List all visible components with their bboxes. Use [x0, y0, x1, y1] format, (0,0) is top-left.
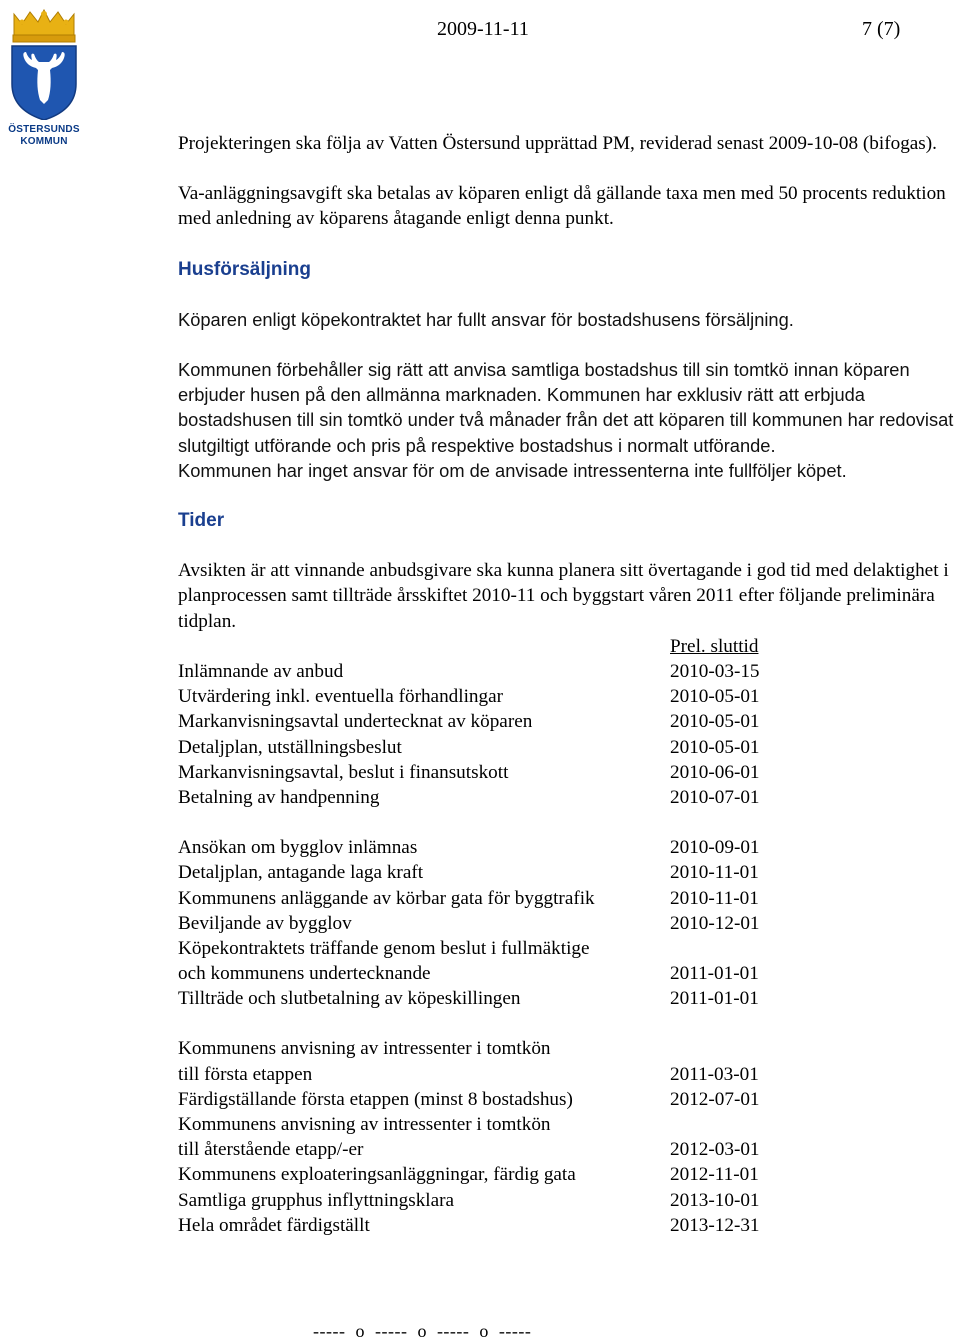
row-date: 2010-11-01: [670, 887, 759, 909]
row-date: 2013-10-01: [670, 1189, 760, 1211]
row-label: Samtliga grupphus inflyttningsklara: [178, 1189, 455, 1211]
paragraph-inget-ansvar: Kommunen har inget ansvar för om de anvisade intressenterna inte fullföljer köpet.: [178, 459, 847, 481]
schedule-group-1: [178, 659, 958, 810]
table-row: [178, 684, 958, 709]
paragraph-va-avgift: Va-anläggningsavgift ska betalas av köparen enligt då gällande taxa men med 50 procents reduktion med anledning av köparens åtagande enligt denna punkt.: [178, 183, 946, 230]
table-row: [178, 709, 958, 734]
table-row: [178, 785, 958, 810]
row-date: 2010-06-01: [670, 761, 760, 783]
paragraph-ansvar: Köparen enligt köpekontraktet har fullt ansvar för bostadshusens försäljning.: [178, 308, 794, 330]
table-row: [178, 1036, 958, 1061]
logo-text-line1: ÖSTERSUNDS: [8, 124, 80, 135]
table-row: [178, 1087, 958, 1112]
table-row: [178, 1213, 958, 1238]
row-label: Ansökan om bygglov inlämnas: [178, 837, 418, 859]
row-label: Kommunens anvisning av intressenter i tomtkön: [178, 1038, 551, 1060]
row-date: 2012-11-01: [670, 1164, 759, 1186]
row-label: Beviljande av bygglov: [178, 912, 352, 934]
row-label: Kommunens anvisning av intressenter i tomtkön: [178, 1114, 551, 1136]
row-date: 2010-05-01: [670, 736, 760, 758]
row-date: 2010-12-01: [670, 912, 760, 934]
table-row: [178, 986, 958, 1011]
row-label: Detaljplan, utställningsbeslut: [178, 736, 402, 758]
table-row: [178, 860, 958, 885]
row-label: Inlämnande av anbud: [178, 661, 344, 683]
row-date: 2011-01-01: [670, 963, 759, 985]
row-date: 2010-09-01: [670, 837, 760, 859]
schedule-header-row: [178, 634, 958, 659]
row-label: till första etappen: [178, 1063, 313, 1085]
table-row: [178, 735, 958, 760]
row-label: Tillträde och slutbetalning av köpeskillingen: [178, 988, 521, 1010]
table-row: [178, 911, 958, 936]
coat-of-arms-icon: [6, 8, 82, 120]
row-label: Markanvisningsavtal undertecknat av köparen: [178, 711, 533, 733]
end-separator: ----- o ----- o ----- o -----: [313, 1321, 532, 1341]
paragraph-forbehall: Kommunen förbehåller sig rätt att anvisa samtliga bostadshus till sin tomtkö innan köparen erbjuder husen på den allmänna marknaden. Kommunen har exklusiv rätt att erbjuda bostadshusen till sin tomtkö under två månader från det att köparen till kommunen har redovisat slutgiltigt utförande och pris på respektive bostadshus i normalt utförande.: [178, 359, 954, 456]
row-date: 2010-05-01: [670, 686, 760, 708]
heading-tider: Tider: [178, 510, 225, 532]
row-date: 2011-01-01: [670, 988, 759, 1010]
row-date: 2010-11-01: [670, 862, 759, 884]
logo-text-line2: KOMMUN: [20, 136, 68, 147]
schedule-group-3: [178, 1036, 958, 1238]
row-label: Markanvisningsavtal, beslut i finansutskott: [178, 761, 509, 783]
row-label: och kommunens undertecknande: [178, 963, 431, 985]
row-date: 2010-07-01: [670, 786, 760, 808]
row-label: Detaljplan, antagande laga kraft: [178, 862, 424, 884]
row-label: till återstående etapp/-er: [178, 1139, 364, 1161]
table-row: [178, 936, 958, 961]
row-label: Kommunens anläggande av körbar gata för byggtrafik: [178, 887, 595, 909]
heading-husforsaljning: Husförsäljning: [178, 258, 312, 280]
page-number: 7 (7): [862, 18, 901, 40]
table-row: [178, 1112, 958, 1137]
row-date: 2012-07-01: [670, 1088, 760, 1110]
row-label: Utvärdering inkl. eventuella förhandlingar: [178, 686, 504, 708]
document-date: 2009-11-11: [437, 18, 529, 40]
paragraph-projektering: Projekteringen ska följa av Vatten Östersund upprättad PM, reviderad senast 2009-10-08 (bifogas).: [178, 133, 937, 154]
row-date: 2010-03-15: [670, 661, 760, 683]
table-row: [178, 835, 958, 860]
row-date: 2012-03-01: [670, 1139, 760, 1161]
row-label: Hela området färdigställt: [178, 1214, 370, 1236]
row-label: Kommunens exploateringsanläggningar, färdig gata: [178, 1164, 576, 1186]
row-date: 2010-05-01: [670, 711, 760, 733]
schedule-group-2: [178, 835, 958, 1011]
row-label: Köpekontraktets träffande genom beslut i fullmäktige: [178, 937, 590, 959]
row-label: Betalning av handpenning: [178, 786, 380, 808]
row-date: 2011-03-01: [670, 1063, 759, 1085]
row-label: Färdigställande första etappen (minst 8 bostadshus): [178, 1088, 573, 1110]
schedule-table: [178, 634, 958, 1238]
table-row: [178, 1188, 958, 1213]
row-date: 2013-12-31: [670, 1214, 760, 1236]
document-body: [178, 131, 958, 1238]
column-header-sluttid: Prel. sluttid: [670, 635, 759, 657]
table-row: [178, 886, 958, 911]
table-row: [178, 1062, 958, 1087]
municipality-logo: [6, 8, 82, 148]
table-row: [178, 1162, 958, 1187]
table-row: [178, 961, 958, 986]
table-row: [178, 1137, 958, 1162]
table-row: [178, 659, 958, 684]
paragraph-avsikt: Avsikten är att vinnande anbudsgivare ska kunna planera sitt övertagande i god tid med delaktighet i planprocessen samt tillträde årsskiftet 2010-11 och byggstart våren 2011 efter följande preliminära tidplan.: [178, 560, 949, 632]
table-row: [178, 760, 958, 785]
